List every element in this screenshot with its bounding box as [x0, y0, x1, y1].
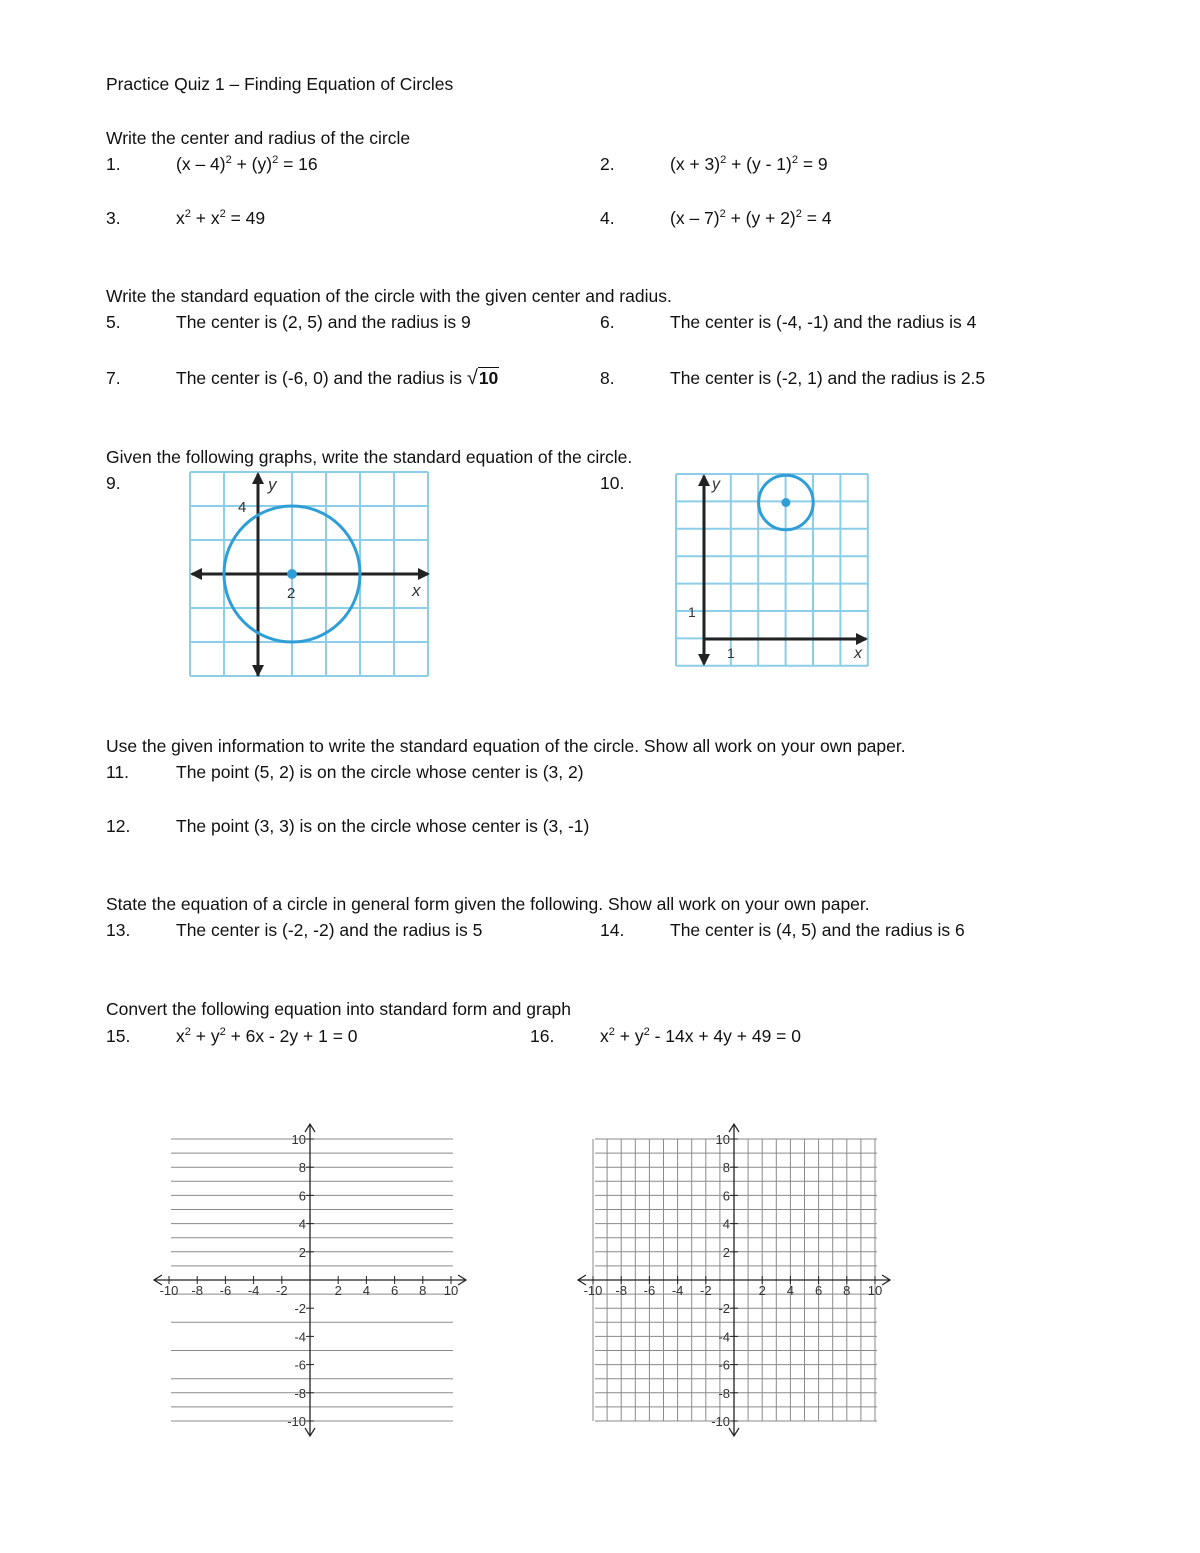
y-tick-label: 4 — [298, 1216, 306, 1232]
x-tick-label: -2 — [700, 1283, 712, 1298]
problem-15-equation: $x^2 + y^2 + 6x - 2y + 1 = 0$ — [176, 1026, 358, 1046]
section-3-instruction: Given the following graphs, write the standard equation of the circle. — [106, 447, 633, 467]
problem-12-number: 12. — [106, 816, 131, 836]
problem-8-text: The center is (-2, 1) and the radius is 2.5 — [670, 368, 986, 388]
y-tick-label: -2 — [294, 1301, 306, 1317]
problem-12-text: The point (3, 3) is on the circle whose center is (3, -1) — [176, 816, 590, 836]
problem-4-equation: $(x - 7)^2 + (y + 2)^2 = 4$ — [670, 208, 832, 228]
section-6-instruction: Convert the following equation into standard form and graph — [106, 999, 572, 1019]
problem-2-equation: $(x + 3)^2 + (y - 1)^2 = 9$ — [670, 154, 828, 174]
problem-4-number: 4. — [600, 208, 615, 228]
x-tick-label: -8 — [191, 1283, 203, 1298]
problem-16-equation: $x^2 + y^2 - 14x + 4y + 49 = 0$ — [600, 1026, 801, 1046]
x-tick-label: -10 — [583, 1283, 603, 1298]
x-tick-label: 4 — [786, 1283, 795, 1298]
y-tick-label: -8 — [294, 1385, 306, 1401]
problem-14-number: 14. — [600, 920, 625, 940]
x-tick-label: -4 — [247, 1283, 260, 1298]
section-4-instruction: Use the given information to write the standard equation of the circle. Show all work on your own paper. — [106, 736, 906, 756]
page-title: Practice Quiz 1 – Finding Equation of Circles — [106, 74, 454, 94]
x-tick-label: 10 — [443, 1283, 459, 1298]
x-tick-label: -6 — [219, 1283, 232, 1298]
y-tick-label: 8 — [722, 1160, 730, 1176]
graph-10-y-arrow-up — [698, 474, 710, 486]
graph-10-x-tick-label: 1 — [727, 645, 735, 661]
graph-10-center-point — [781, 498, 790, 507]
problem-14-text: The center is (4, 5) and the radius is 6 — [670, 920, 965, 940]
graph-9-y-label: y — [268, 475, 277, 494]
graph-10-x-arrow-right — [856, 633, 868, 645]
graph-9-y-tick-label: 4 — [238, 499, 247, 516]
square-root-symbol: √10 — [466, 367, 499, 389]
y-tick-label: -4 — [294, 1329, 306, 1345]
problem-16-number: 16. — [530, 1026, 555, 1046]
problem-11-text: The point (5, 2) is on the circle whose center is (3, 2) — [176, 762, 584, 782]
problem-15-number: 15. — [106, 1026, 131, 1046]
problem-13-text: The center is (-2, -2) and the radius is 5 — [176, 920, 483, 940]
section-2-instruction: Write the standard equation of the circle with the given center and radius. — [106, 286, 672, 306]
graph-10-x-label: x — [854, 645, 862, 662]
problem-13-number: 13. — [106, 920, 131, 940]
y-tick-label: 10 — [715, 1132, 730, 1147]
x-tick-label: -6 — [643, 1283, 656, 1298]
problem-10-number: 10. — [600, 473, 625, 493]
blank-grid-16 — [574, 1120, 894, 1440]
y-tick-label: 10 — [291, 1132, 306, 1147]
y-tick-label: -8 — [718, 1385, 730, 1401]
y-tick-label: -4 — [718, 1329, 730, 1345]
x-tick-label: 10 — [867, 1283, 883, 1298]
graph-10 — [674, 472, 870, 668]
y-tick-label: -10 — [711, 1414, 730, 1429]
x-tick-label: 6 — [390, 1283, 399, 1298]
problem-5-text: The center is (2, 5) and the radius is 9 — [176, 312, 471, 332]
problem-2-number: 2. — [600, 154, 615, 174]
graph-9-x-label: x — [412, 581, 421, 600]
x-tick-label: 2 — [334, 1283, 342, 1298]
problem-5-number: 5. — [106, 312, 121, 332]
x-tick-label: 4 — [362, 1283, 371, 1298]
y-tick-label: 2 — [722, 1244, 730, 1260]
problem-6-text: The center is (-4, -1) and the radius is 4 — [670, 312, 977, 332]
y-tick-label: 4 — [722, 1216, 730, 1232]
graph-9-center-point — [287, 569, 297, 579]
graph-10-y-tick-label: 1 — [688, 604, 696, 620]
blank-grid-15 — [150, 1120, 470, 1440]
problem-6-number: 6. — [600, 312, 615, 332]
problem-1-number: 1. — [106, 154, 121, 174]
section-1-instruction: Write the center and radius of the circle — [106, 128, 411, 148]
x-tick-label: -8 — [615, 1283, 627, 1298]
y-tick-label: 6 — [298, 1188, 306, 1204]
y-tick-label: -10 — [287, 1414, 306, 1429]
y-tick-label: 6 — [722, 1188, 730, 1204]
graph-9 — [188, 470, 432, 678]
y-tick-label: -6 — [718, 1357, 730, 1373]
y-tick-label: -2 — [718, 1301, 730, 1317]
problem-7-number: 7. — [106, 368, 121, 388]
y-tick-label: -6 — [294, 1357, 306, 1373]
problem-8-number: 8. — [600, 368, 615, 388]
x-tick-label: 6 — [814, 1283, 823, 1298]
x-tick-label: 2 — [758, 1283, 766, 1298]
graph-10-y-label: y — [712, 476, 720, 493]
section-5-instruction: State the equation of a circle in general form given the following. Show all work on your own paper. — [106, 894, 870, 914]
graph-10-y-arrow-down — [698, 654, 710, 666]
x-tick-label: -2 — [276, 1283, 288, 1298]
problem-3-number: 3. — [106, 208, 121, 228]
problem-1-equation: $(x - 4)^2 + (y)^2 = 16$ — [176, 154, 318, 174]
problem-11-number: 11. — [106, 762, 130, 782]
x-tick-label: 8 — [419, 1283, 427, 1298]
graph-9-y-arrow-up — [252, 472, 264, 484]
graph-9-x-arrow-left — [190, 568, 202, 580]
problem-7-text: The center is (-6, 0) and the radius is √10 — [176, 367, 499, 389]
graph-9-x-tick-label: 2 — [287, 585, 296, 602]
problem-9-number: 9. — [106, 473, 121, 493]
x-tick-label: -10 — [159, 1283, 179, 1298]
x-tick-label: 8 — [843, 1283, 851, 1298]
problem-3-equation: $x^2 + x^2 = 49$ — [176, 208, 266, 228]
y-tick-label: 8 — [298, 1160, 306, 1176]
y-tick-label: 2 — [298, 1244, 306, 1260]
x-tick-label: -4 — [671, 1283, 684, 1298]
